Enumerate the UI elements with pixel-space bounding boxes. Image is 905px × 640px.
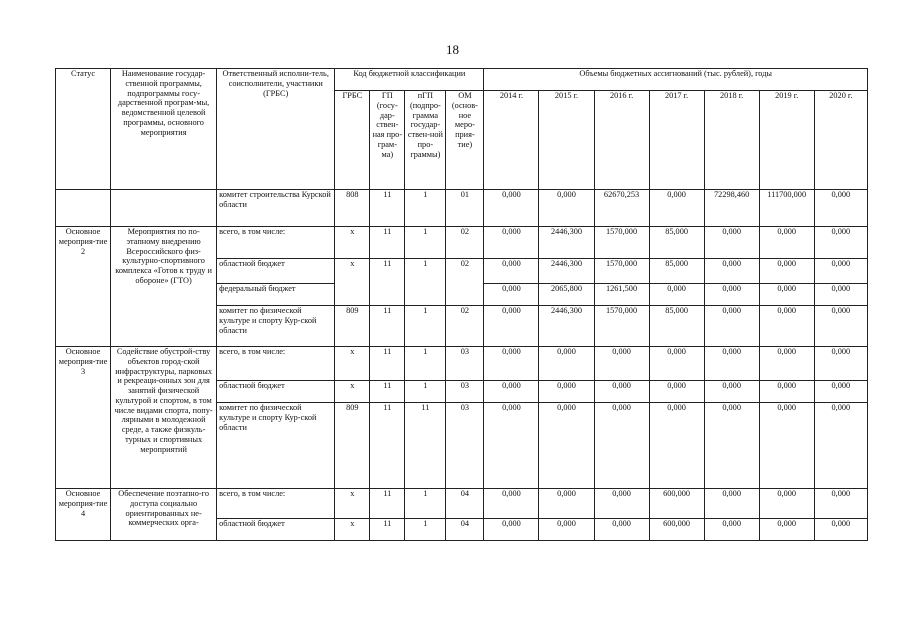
header-year: 2016 г. bbox=[594, 91, 649, 190]
om-cell: 04 bbox=[446, 519, 484, 541]
value-cell: 0,000 bbox=[704, 403, 759, 489]
responsible-cell: федеральный бюджет bbox=[217, 284, 335, 306]
value-cell: 72298,460 bbox=[704, 190, 759, 227]
status-cell: Основное мероприя-тие 3 bbox=[56, 347, 111, 489]
value-cell: 0,000 bbox=[484, 489, 539, 519]
header-year: 2017 г. bbox=[649, 91, 704, 190]
value-cell: 85,000 bbox=[649, 259, 704, 284]
value-cell: 0,000 bbox=[539, 347, 594, 381]
value-cell: 0,000 bbox=[649, 403, 704, 489]
value-cell: 0,000 bbox=[704, 227, 759, 259]
value-cell: 0,000 bbox=[594, 381, 649, 403]
value-cell: 0,000 bbox=[484, 381, 539, 403]
value-cell: 0,000 bbox=[759, 284, 814, 306]
value-cell: 0,000 bbox=[814, 347, 867, 381]
value-cell: 0,000 bbox=[539, 519, 594, 541]
header-year: 2019 г. bbox=[759, 91, 814, 190]
value-cell: 0,000 bbox=[704, 284, 759, 306]
value-cell: 0,000 bbox=[704, 381, 759, 403]
value-cell: 0,000 bbox=[704, 489, 759, 519]
value-cell: 0,000 bbox=[484, 403, 539, 489]
responsible-cell: всего, в том числе: bbox=[217, 347, 335, 381]
page-number: 18 bbox=[446, 42, 459, 57]
header-year: 2020 г. bbox=[814, 91, 867, 190]
value-cell: 0,000 bbox=[484, 190, 539, 227]
value-cell: 0,000 bbox=[814, 227, 867, 259]
value-cell: 2446,300 bbox=[539, 259, 594, 284]
value-cell: 0,000 bbox=[759, 347, 814, 381]
header-om: ОМ (основ-ное меро-прия-тие) bbox=[446, 91, 484, 190]
value-cell: 0,000 bbox=[484, 259, 539, 284]
value-cell: 1570,000 bbox=[594, 259, 649, 284]
pgp-cell: 1 bbox=[405, 519, 446, 541]
header-year: 2015 г. bbox=[539, 91, 594, 190]
header-pgp: пГП (подпро-грамма государ-ствен-ной про-граммы) bbox=[405, 91, 446, 190]
pgp-cell: 1 bbox=[405, 227, 446, 259]
grbs-cell: х bbox=[335, 259, 370, 306]
value-cell: 0,000 bbox=[484, 519, 539, 541]
om-cell: 03 bbox=[446, 403, 484, 489]
value-cell: 0,000 bbox=[759, 306, 814, 347]
name-cell bbox=[111, 190, 217, 227]
grbs-cell: 809 bbox=[335, 403, 370, 489]
header-status: Статус bbox=[56, 69, 111, 190]
gp-cell: 11 bbox=[370, 403, 405, 489]
value-cell: 600,000 bbox=[649, 489, 704, 519]
value-cell: 0,000 bbox=[539, 381, 594, 403]
table-row bbox=[56, 227, 868, 259]
value-cell: 2065,800 bbox=[539, 284, 594, 306]
om-cell: 01 bbox=[446, 190, 484, 227]
pgp-cell: 1 bbox=[405, 381, 446, 403]
value-cell: 62670,253 bbox=[594, 190, 649, 227]
header-grbs: ГРБС bbox=[335, 91, 370, 190]
header-name: Наименование государ-ственной программы, подпрограммы госу-дарственной програм-мы, ведомственной целевой программы, основного мероприятия bbox=[111, 69, 217, 190]
responsible-cell: областной бюджет bbox=[217, 381, 335, 403]
grbs-cell: х bbox=[335, 227, 370, 259]
responsible-cell: всего, в том числе: bbox=[217, 227, 335, 259]
value-cell: 0,000 bbox=[704, 259, 759, 284]
value-cell: 0,000 bbox=[649, 190, 704, 227]
value-cell: 0,000 bbox=[704, 347, 759, 381]
value-cell: 0,000 bbox=[814, 259, 867, 284]
gp-cell: 11 bbox=[370, 306, 405, 347]
responsible-cell: комитет по физической культуре и спорту Кур-ской области bbox=[217, 403, 335, 489]
pgp-cell: 1 bbox=[405, 489, 446, 519]
value-cell: 0,000 bbox=[814, 190, 867, 227]
status-cell bbox=[56, 190, 111, 227]
value-cell: 0,000 bbox=[594, 489, 649, 519]
value-cell: 0,000 bbox=[704, 306, 759, 347]
pgp-cell: 11 bbox=[405, 403, 446, 489]
value-cell: 0,000 bbox=[649, 347, 704, 381]
value-cell: 0,000 bbox=[539, 403, 594, 489]
table-row bbox=[56, 489, 868, 519]
value-cell: 1570,000 bbox=[594, 227, 649, 259]
om-cell: 03 bbox=[446, 347, 484, 381]
gp-cell: 11 bbox=[370, 259, 405, 306]
grbs-cell: х bbox=[335, 519, 370, 541]
gp-cell: 11 bbox=[370, 190, 405, 227]
value-cell: 1570,000 bbox=[594, 306, 649, 347]
value-cell: 0,000 bbox=[539, 489, 594, 519]
value-cell: 0,000 bbox=[814, 381, 867, 403]
value-cell: 85,000 bbox=[649, 306, 704, 347]
responsible-cell: комитет строительства Курской области bbox=[217, 190, 335, 227]
pgp-cell: 1 bbox=[405, 347, 446, 381]
value-cell: 0,000 bbox=[814, 403, 867, 489]
responsible-cell: областной бюджет bbox=[217, 519, 335, 541]
grbs-cell: х bbox=[335, 347, 370, 381]
gp-cell: 11 bbox=[370, 519, 405, 541]
om-cell: 04 bbox=[446, 489, 484, 519]
pgp-cell: 1 bbox=[405, 190, 446, 227]
value-cell: 0,000 bbox=[814, 284, 867, 306]
value-cell: 111700,000 bbox=[759, 190, 814, 227]
grbs-cell: х bbox=[335, 489, 370, 519]
status-cell: Основное мероприя-тие 4 bbox=[56, 489, 111, 541]
value-cell: 0,000 bbox=[649, 381, 704, 403]
value-cell: 0,000 bbox=[814, 306, 867, 347]
pgp-cell: 1 bbox=[405, 259, 446, 306]
value-cell: 0,000 bbox=[814, 489, 867, 519]
value-cell: 0,000 bbox=[759, 519, 814, 541]
value-cell: 2446,300 bbox=[539, 306, 594, 347]
grbs-cell: х bbox=[335, 381, 370, 403]
value-cell: 0,000 bbox=[484, 306, 539, 347]
pgp-cell: 1 bbox=[405, 306, 446, 347]
table-row bbox=[56, 347, 868, 381]
name-cell: Мероприятия по по-этапному внедрению Всероссийского физ-культурно-спортивного комплекса «Готов к труду и обороне» (ГТО) bbox=[111, 227, 217, 347]
value-cell: 0,000 bbox=[539, 190, 594, 227]
status-cell: Основное мероприя-тие 2 bbox=[56, 227, 111, 347]
om-cell: 03 bbox=[446, 381, 484, 403]
responsible-cell: всего, в том числе: bbox=[217, 489, 335, 519]
gp-cell: 11 bbox=[370, 381, 405, 403]
header-budget-code: Код бюджетной классификации bbox=[335, 69, 484, 91]
table-row bbox=[56, 190, 868, 227]
om-cell: 02 bbox=[446, 259, 484, 306]
value-cell: 0,000 bbox=[759, 403, 814, 489]
om-cell: 02 bbox=[446, 306, 484, 347]
value-cell: 0,000 bbox=[484, 284, 539, 306]
value-cell: 0,000 bbox=[759, 227, 814, 259]
value-cell: 2446,300 bbox=[539, 227, 594, 259]
value-cell: 85,000 bbox=[649, 227, 704, 259]
value-cell: 0,000 bbox=[594, 403, 649, 489]
gp-cell: 11 bbox=[370, 227, 405, 259]
budget-allocation-table bbox=[55, 68, 868, 541]
header-volumes: Объемы бюджетных ассигнований (тыс. рублей), годы bbox=[484, 69, 868, 91]
value-cell: 600,000 bbox=[649, 519, 704, 541]
value-cell: 0,000 bbox=[594, 519, 649, 541]
gp-cell: 11 bbox=[370, 489, 405, 519]
value-cell: 0,000 bbox=[814, 519, 867, 541]
name-cell: Обеспечение поэтапно-го доступа социально ориентированных не-коммерческих орга- bbox=[111, 489, 217, 541]
name-cell: Содействие обустрой-ству объектов город-ской инфраструктуры, парковых и рекреаци-онных зон для занятий физической культурой и спортом, в том числе видами спорта, попу-лярными в молодежной среде, а также физкуль-турных и спортивных мероприятий bbox=[111, 347, 217, 489]
value-cell: 0,000 bbox=[759, 381, 814, 403]
value-cell: 0,000 bbox=[594, 347, 649, 381]
value-cell: 0,000 bbox=[704, 519, 759, 541]
value-cell: 0,000 bbox=[759, 489, 814, 519]
header-gp: ГП (госу-дар-ствен-ная про-грам-ма) bbox=[370, 91, 405, 190]
grbs-cell: 809 bbox=[335, 306, 370, 347]
responsible-cell: комитет по физической культуре и спорту Кур-ской области bbox=[217, 306, 335, 347]
value-cell: 0,000 bbox=[484, 227, 539, 259]
header-year: 2014 г. bbox=[484, 91, 539, 190]
grbs-cell: 808 bbox=[335, 190, 370, 227]
value-cell: 0,000 bbox=[759, 259, 814, 284]
om-cell: 02 bbox=[446, 227, 484, 259]
header-year: 2018 г. bbox=[704, 91, 759, 190]
header-responsible: Ответственный исполни-тель, соисполнители, участники (ГРБС) bbox=[217, 69, 335, 190]
value-cell: 0,000 bbox=[484, 347, 539, 381]
value-cell: 1261,500 bbox=[594, 284, 649, 306]
responsible-cell: областной бюджет bbox=[217, 259, 335, 284]
gp-cell: 11 bbox=[370, 347, 405, 381]
value-cell: 0,000 bbox=[649, 284, 704, 306]
